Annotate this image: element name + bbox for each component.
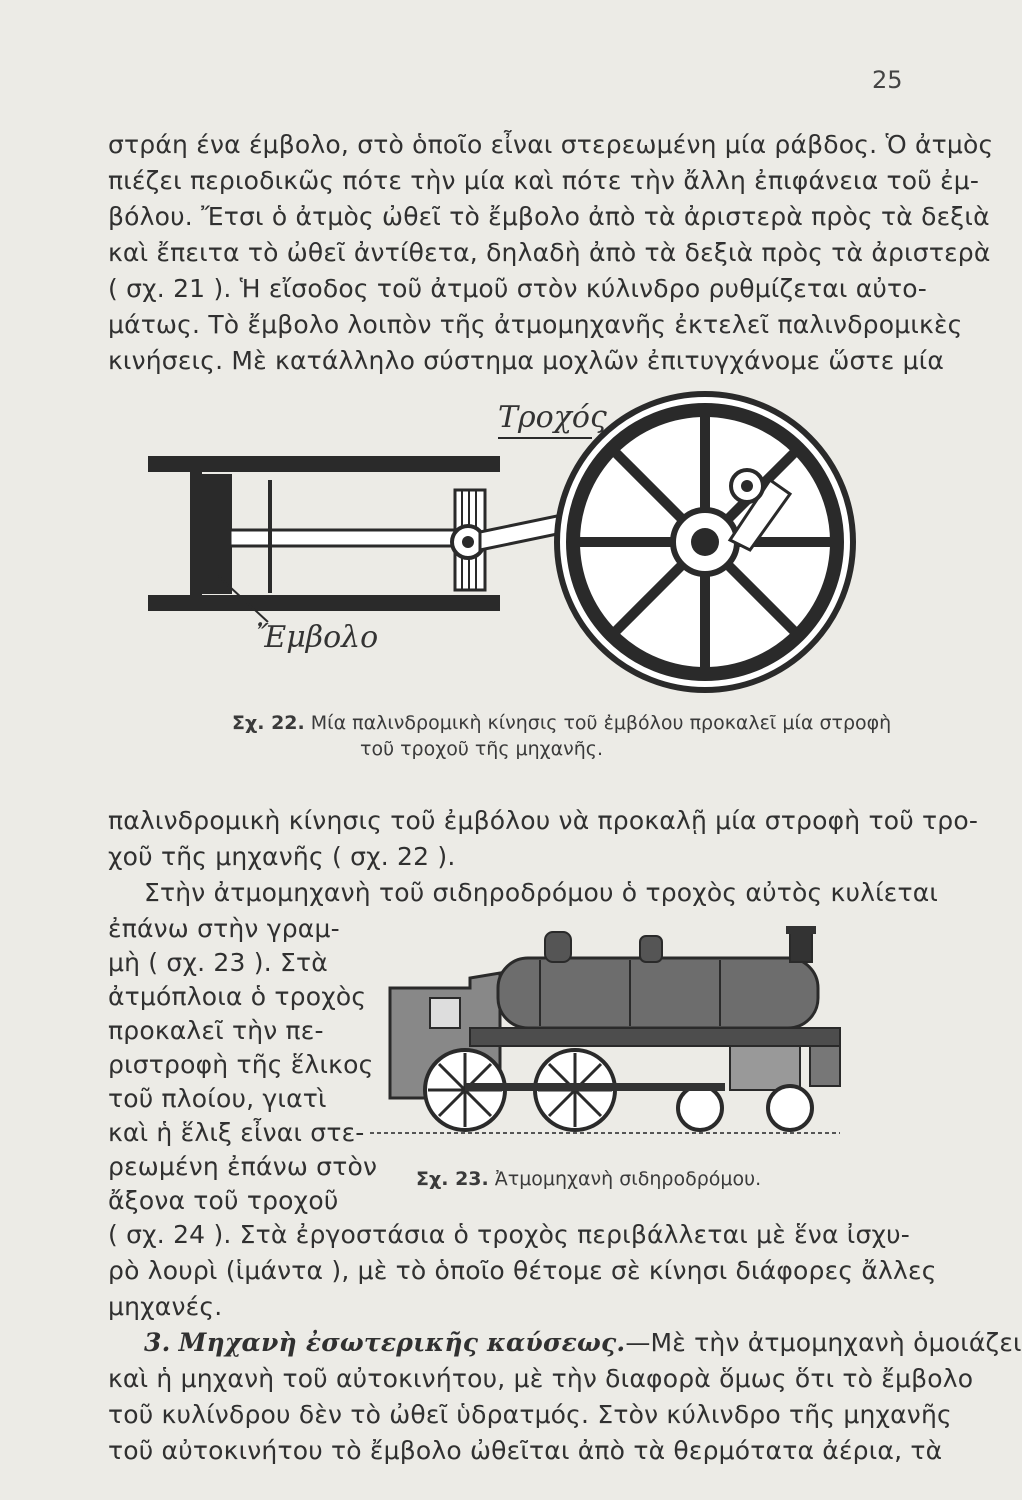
text-line: Στὴν ἀτμομηχανὴ τοῦ σιδηροδρόμου ὁ τροχὸς αὐτὸς κυλίεται [144,878,939,907]
figure-23-locomotive-illustration [370,918,860,1158]
text-line: βόλου. Ἔτσι ὁ ἀτμὸς ὠθεῖ τὸ ἔμβολο ἀπὸ τὰ ἀριστερὰ πρὸς τὰ δεξιὰ [108,202,990,231]
text-line: ἀτμόπλοια ὁ τροχὸς [108,982,367,1011]
text-line: τοῦ πλοίου, γιατὶ [108,1084,327,1113]
wheel-label: Τροχός [498,400,607,435]
text-line: ἐπάνω στὴν γραμ- [108,914,340,943]
text-line: καὶ ἔπειτα τὸ ὠθεῖ ἀντίθετα, δηλαδὴ ἀπὸ τὰ δεξιὰ πρὸς τὰ ἀριστερὰ [108,238,991,267]
leading-wheel [768,1086,812,1130]
text-line: παλινδρομικὴ κίνησις τοῦ ἐμβόλου νὰ προκαλῇ μία στροφὴ τοῦ τρο- [108,806,979,835]
piston-label: Ἔμβολο [256,620,379,655]
wheel [557,394,853,690]
section-title: Μηχανὴ ἐσωτερικῆς καύσεως. [178,1328,626,1357]
locomotive-boiler [498,958,818,1028]
section-number: 3. [144,1328,171,1357]
text-line: τοῦ αὐτοκινήτου τὸ ἔμβολο ὠθεῖται ἀπὸ τὰ θερμότατα ἀέρια, τὰ [108,1436,943,1465]
figure-22-piston-wheel-diagram [130,390,850,710]
leading-wheel [678,1086,722,1130]
figure-23-number: Σχ. 23. [416,1168,489,1190]
chimney [790,930,812,962]
text-line: προκαλεῖ τὴν πε- [108,1016,324,1045]
page-number: 25 [872,66,903,94]
text-line: κινήσεις. Μὲ κατάλληλο σύστημα μοχλῶν ἐπιτυγχάνομε ὥστε μία [108,346,945,375]
figure-22-number: Σχ. 22. [232,712,305,734]
running-board [470,1028,840,1046]
text-line: καὶ ἡ ἕλιξ εἶναι στε- [108,1118,365,1147]
text-line: μὴ ( σχ. 23 ). Στὰ [108,948,328,977]
piston [202,474,232,594]
text-line: ρὸ λουρὶ (ἱμάντα ), μὲ τὸ ὁποῖο θέτομε σὲ κίνησι διάφορες ἄλλες [108,1256,937,1285]
cylinder-end-wall [190,456,202,611]
text-line: ( σχ. 21 ). Ἡ εἴσοδος τοῦ ἀτμοῦ στὸν κύλινδρο ρυθμίζεται αὐτο- [108,274,928,303]
steam-dome [545,932,571,962]
piston-rod [230,530,455,546]
text-line: τοῦ κυλίνδρου δὲν τὸ ὠθεῖ ὑδρατμός. Στὸν κύλινδρο τῆς μηχανῆς [108,1400,952,1429]
text-line: ἄξονα τοῦ τροχοῦ [108,1186,339,1215]
figure-23-caption-text: Ἀτμομηχανὴ σιδηροδρόμου. [494,1168,762,1190]
figure-22-caption-line-2: τοῦ τροχοῦ τῆς μηχανῆς. [360,738,604,760]
section-3-heading-line [144,1326,1022,1360]
section-first-line: —Μὲ τὴν ἀτμομηχανὴ ὁμοιάζει [625,1328,1022,1357]
figure-23-caption [416,1168,761,1190]
text-line: ( σχ. 24 ). Στὰ ἐργοστάσια ὁ τροχὸς περιβάλλεται μὲ ἕνα ἰσχυ- [108,1220,911,1249]
text-line: καὶ ἡ μηχανὴ τοῦ αὐτοκινήτου, μὲ τὴν διαφορὰ ὅμως ὅτι τὸ ἔμβολο [108,1364,974,1393]
text-line: χοῦ τῆς μηχανῆς ( σχ. 22 ). [108,842,456,871]
text-line: ριστροφὴ τῆς ἕλικος [108,1050,374,1079]
text-line: ρεωμένη ἐπάνω στὸν [108,1152,378,1181]
figure-22-caption [232,712,891,734]
text-line: μηχανές. [108,1292,223,1321]
figure-22-caption-line-1: Μία παλινδρομικὴ κίνησις τοῦ ἐμβόλου προκαλεῖ μία στροφὴ [310,712,892,734]
coupling-rod [465,1083,725,1091]
locomotive-cylinder [730,1046,800,1090]
text-line: στράη ένα έμβολο, στὸ ὁποῖο εἶναι στερεωμένη μία ράβδος. Ὁ ἀτμὸς [108,130,994,159]
text-line: πιέζει περιοδικῶς πότε τὴν μία καὶ πότε τὴν ἄλλη ἐπιφάνεια τοῦ ἐμ- [108,166,980,195]
sand-dome [640,936,662,962]
text-line: μάτως. Τὸ ἔμβολο λοιπὸν τῆς ἀτμομηχανῆς ἐκτελεῖ παλινδρομικὲς [108,310,963,339]
